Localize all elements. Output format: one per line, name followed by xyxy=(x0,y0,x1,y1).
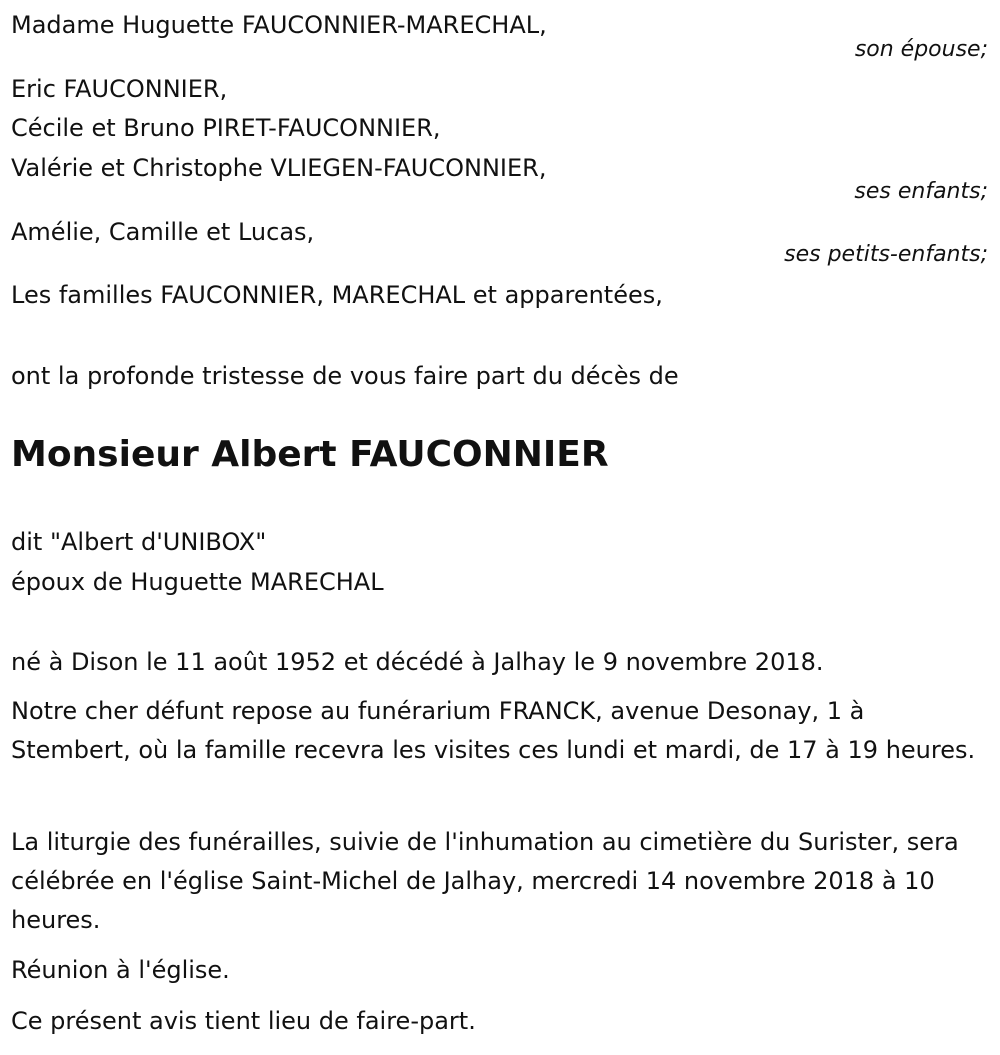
announcement-text: ont la profonde tristesse de vous faire part du décès de xyxy=(11,362,679,390)
spouse-name: Madame Huguette FAUCONNIER-MARECHAL, xyxy=(11,11,547,39)
deceased-nickname: dit "Albert d'UNIBOX" xyxy=(11,528,267,556)
child-line: Cécile et Bruno PIRET-FAUCONNIER, xyxy=(11,114,441,142)
children-role: ses enfants; xyxy=(854,179,988,204)
rest-paragraph: Notre cher défunt repose au funérarium FRANCK, avenue Desonay, 1 à Stembert, où la famille recevra les visites ces lundi et mardi, de 17 à 19 heures. xyxy=(11,697,976,764)
birth-death-text: né à Dison le 11 août 1952 et décédé à Jalhay le 9 novembre 2018. xyxy=(11,648,824,676)
liturgy-paragraph: La liturgie des funérailles, suivie de l'inhumation au cimetière du Surister, sera célébrée en l'église Saint-Michel de Jalhay, mercredi 14 novembre 2018 à 10 heures. xyxy=(11,828,959,934)
families-line: Les familles FAUCONNIER, MARECHAL et apparentées, xyxy=(11,281,663,309)
child-line: Valérie et Christophe VLIEGEN-FAUCONNIER, xyxy=(11,154,547,182)
deceased-name: Monsieur Albert FAUCONNIER xyxy=(11,434,609,475)
gathering-text: Réunion à l'église. xyxy=(11,956,230,984)
child-line: Eric FAUCONNIER, xyxy=(11,75,228,103)
deceased-spouse-of: époux de Huguette MARECHAL xyxy=(11,568,384,596)
grandchildren-role: ses petits-enfants; xyxy=(784,242,988,267)
notice-text: Ce présent avis tient lieu de faire-part. xyxy=(11,1007,476,1035)
grandchildren-line: Amélie, Camille et Lucas, xyxy=(11,218,315,246)
spouse-role: son épouse; xyxy=(854,37,988,62)
